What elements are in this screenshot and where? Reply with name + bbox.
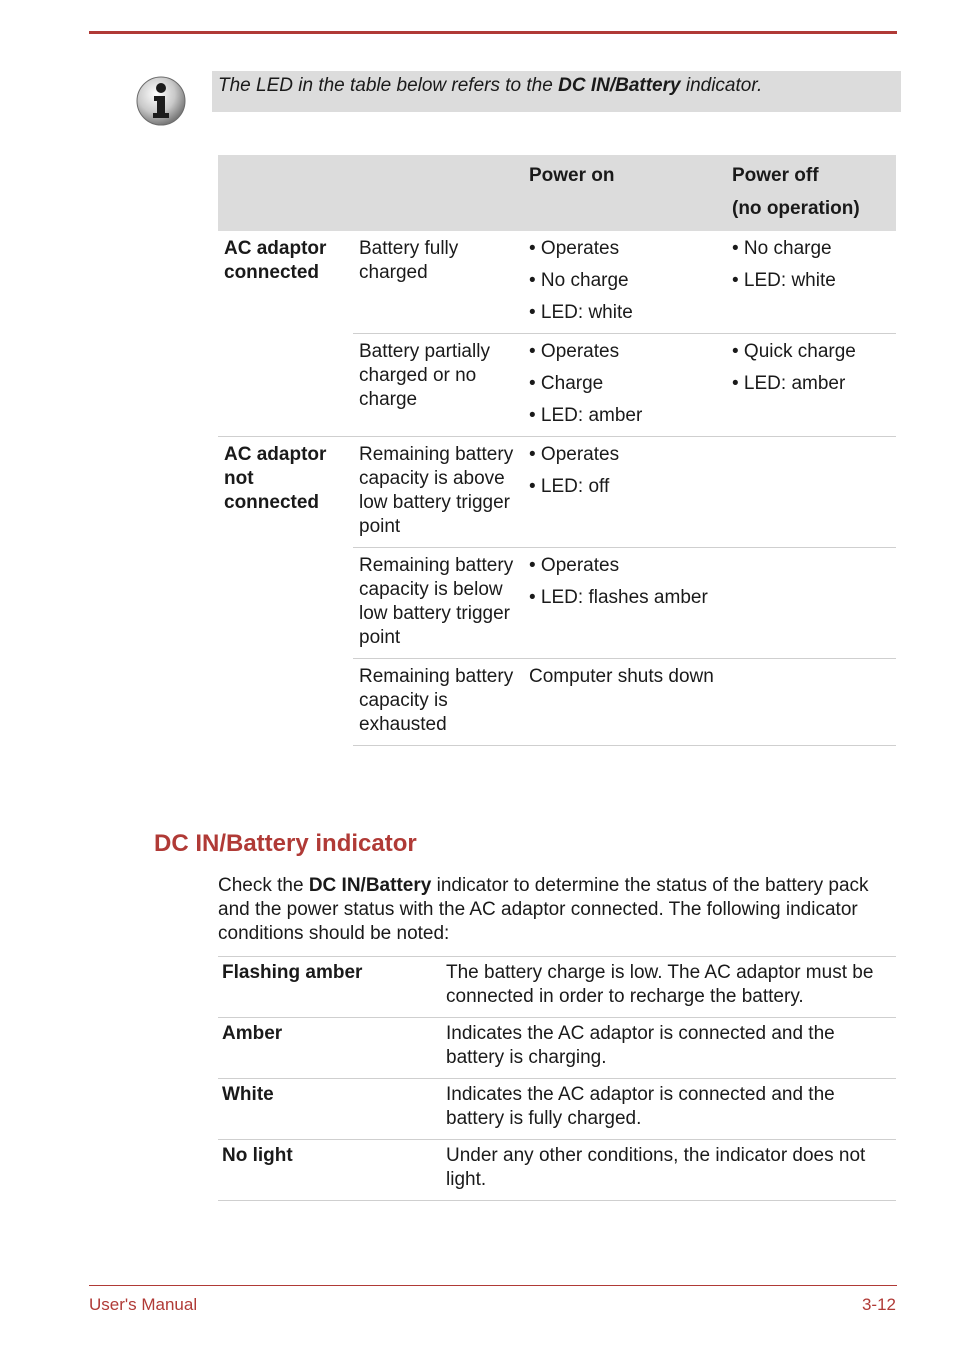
footer-page-number: 3-12 xyxy=(861,1295,896,1314)
list-item: • Operates xyxy=(529,238,620,259)
note-text xyxy=(218,74,762,98)
condition-cell: Battery fully charged xyxy=(359,238,459,283)
condition-cell: Battery partially charged or no charge xyxy=(353,334,523,437)
list-item: • Charge xyxy=(529,373,604,394)
header-empty-2 xyxy=(353,155,523,231)
note-box xyxy=(212,71,901,112)
power-on-cell xyxy=(523,334,726,437)
group-label: AC adaptor not connected xyxy=(218,437,353,746)
condition-cell: Remaining battery capacity is exhausted xyxy=(353,659,523,746)
header-power-on: Power on xyxy=(523,155,726,231)
indicator-state: White xyxy=(218,1079,442,1140)
header-power-off xyxy=(726,155,896,231)
indicator-state: Flashing amber xyxy=(218,957,442,1018)
power-on-cell xyxy=(523,231,726,334)
indicator-table xyxy=(218,956,896,1201)
note-text-start: The LED in the table below refers to the xyxy=(218,75,559,96)
power-off-cell xyxy=(726,437,896,548)
indicator-description: Under any other conditions, the indicator does not light. xyxy=(442,1140,896,1201)
led-status-table xyxy=(218,155,896,746)
header-empty-1 xyxy=(218,155,353,231)
table-row xyxy=(218,231,896,334)
indicator-description: Indicates the AC adaptor is connected and the battery is charging. xyxy=(442,1018,896,1079)
table-row xyxy=(218,1079,896,1140)
power-off-cell xyxy=(726,231,896,334)
intro-text-end: indicator to determine the status of the battery pack and the power status with the AC adaptor connected. The following indicator conditions should be noted: xyxy=(218,875,869,944)
list-item: • Operates xyxy=(529,555,620,576)
indicator-description: The battery charge is low. The AC adaptor must be connected in order to recharge the battery. xyxy=(442,957,896,1018)
header-power-off-line2: (no operation) xyxy=(732,198,860,219)
list-item: • LED: white xyxy=(732,270,836,291)
note-text-bold: DC IN/Battery xyxy=(558,75,681,96)
power-on-cell xyxy=(523,548,726,659)
list-item: • LED: flashes amber xyxy=(529,587,708,608)
power-off-cell xyxy=(726,548,896,659)
power-on-cell xyxy=(523,659,726,746)
table-row xyxy=(218,957,896,1018)
list-item: • LED: amber xyxy=(732,373,846,394)
list-item: • LED: white xyxy=(529,302,633,323)
info-icon xyxy=(135,75,187,127)
table-row xyxy=(218,1018,896,1079)
table-row xyxy=(218,1140,896,1201)
condition-cell: Remaining battery capacity is above low battery trigger point xyxy=(353,437,523,548)
list-item: • Quick charge xyxy=(732,341,856,362)
section-title: DC IN/Battery indicator xyxy=(154,830,417,857)
intro-paragraph xyxy=(218,874,888,946)
indicator-state: Amber xyxy=(218,1018,442,1079)
indicator-description: Indicates the AC adaptor is connected and the battery is fully charged. xyxy=(442,1079,896,1140)
footer-manual-title: User's Manual xyxy=(89,1295,198,1314)
list-item: • No charge xyxy=(732,238,832,259)
list-item: • Operates xyxy=(529,444,620,465)
power-off-cell xyxy=(726,659,896,746)
intro-text-bold: DC IN/Battery xyxy=(308,875,432,896)
list-item: Computer shuts down xyxy=(529,666,714,687)
group-label: AC adaptor connected xyxy=(224,238,327,283)
note-text-end: indicator. xyxy=(680,75,763,96)
list-item: • LED: off xyxy=(529,476,610,497)
list-item: • LED: amber xyxy=(529,405,643,426)
table-row xyxy=(218,437,896,548)
bottom-rule xyxy=(89,1285,897,1286)
list-item: • Operates xyxy=(529,341,620,362)
power-on-cell xyxy=(523,437,726,548)
condition-cell: Remaining battery capacity is below low battery trigger point xyxy=(353,548,523,659)
header-power-off-line1: Power off xyxy=(732,165,819,186)
indicator-state: No light xyxy=(218,1140,442,1201)
table-header-row xyxy=(218,155,896,231)
power-off-cell xyxy=(726,334,896,437)
intro-text-start: Check the xyxy=(218,875,309,896)
top-rule xyxy=(89,31,897,34)
list-item: • No charge xyxy=(529,270,629,291)
